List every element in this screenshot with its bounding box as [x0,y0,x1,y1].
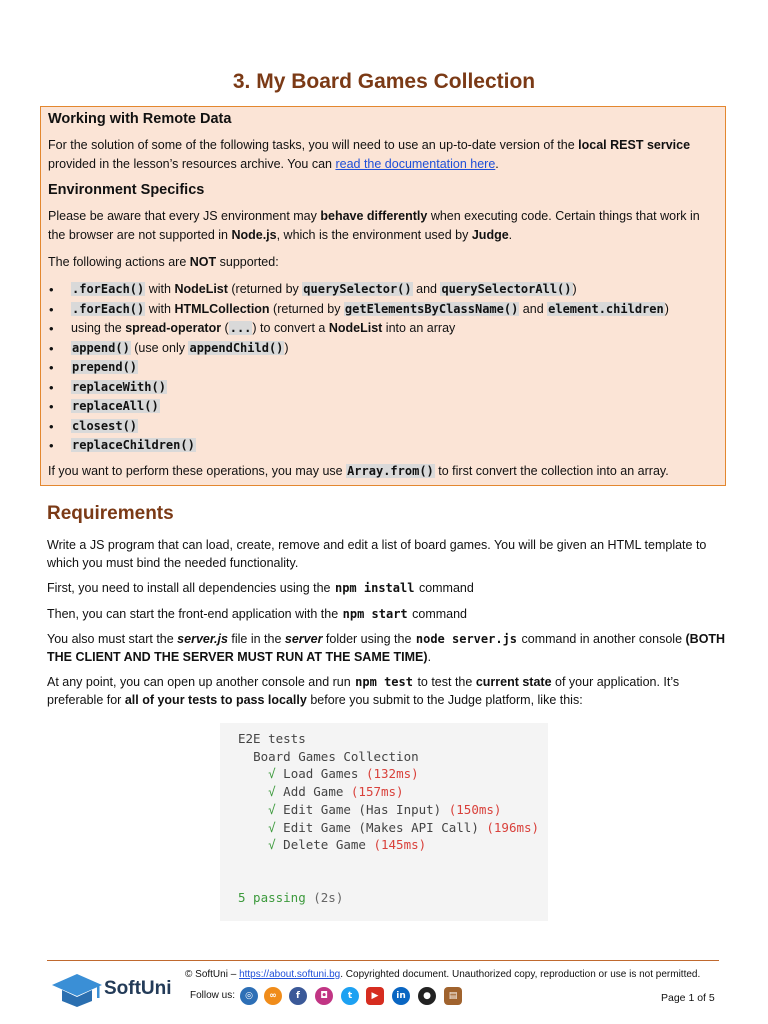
text: Then, you can start the front-end application with the [47,606,342,621]
text: when executing code. Certain things that work in the browser are not supported in [48,209,700,242]
follow-us-label: Follow us: [190,990,236,1001]
code: replaceWith() [72,379,166,394]
text: to first convert the collection into an array. [434,463,669,478]
text: (returned by [227,282,303,296]
code: element.children [548,301,664,316]
list-item [48,358,718,378]
bold-text: behave differently [320,209,428,223]
code: .forEach() [72,282,145,296]
text: The following actions are [48,255,190,269]
bold-text: spread-operator [125,321,222,335]
softuni-foundation-icon[interactable]: ∞ [264,987,282,1005]
list-item [48,397,718,417]
footer-divider [47,960,719,961]
paragraph-not-supported [48,253,718,272]
code: prepend() [72,360,138,374]
text: Please be aware that every JS environment may [48,209,321,223]
bold-text: NodeList [328,321,383,335]
text: First, you need to install all dependencies using the [47,581,334,595]
test-time: (150ms) [448,801,502,817]
bullet-icon: • [49,438,54,453]
code: querySelector() [303,282,412,296]
list-item [48,319,718,339]
paragraph-start [47,606,727,624]
text: ) to convert a [252,321,329,335]
text: Board Games Collection [253,748,419,764]
text: file in the [227,632,285,646]
graduation-cap-icon [52,974,102,1007]
list-item [48,417,718,437]
code: .forEach() [72,301,145,316]
bold-italic-text: server [284,632,323,646]
terminal-line [238,801,548,819]
unsupported-list [48,280,718,456]
softuni-icon[interactable]: ◎ [240,987,258,1005]
page-title: 3. My Board Games Collection [232,70,536,93]
text: command [408,606,468,621]
text: You also must start the [47,632,178,646]
code: appendChild() [189,340,284,355]
code: ... [229,321,252,335]
bold-text: (BOTH THE CLIENT AND THE SERVER MUST RUN AT THE SAME TIME) [47,632,726,664]
code: Array.from() [347,463,434,478]
terminal-line [238,783,548,801]
check-icon: √ [268,837,276,853]
list-item [48,280,718,300]
list-item [48,378,718,398]
list-item [48,339,718,359]
text: with [145,301,175,316]
instagram-icon[interactable]: ◘ [315,987,333,1005]
bullet-icon: • [49,282,54,297]
text: before you submit to the Judge platform, like this: [306,692,583,707]
text: command in another console [518,632,686,646]
page-number: Page 1 of 5 [661,992,715,1004]
terminal-line [238,730,548,748]
text: supported: [216,255,279,269]
check-icon: √ [268,784,276,800]
terminal-line [238,819,548,837]
requirements-heading: Requirements [47,503,174,524]
text: If you want to perform these operations, you may use [48,463,347,478]
test-output-terminal [220,723,548,921]
terminal-line [238,889,548,907]
list-item [48,436,718,456]
text: into an array [382,321,456,335]
text: and [412,282,441,296]
bullet-icon: • [49,340,54,356]
github-icon[interactable]: ● [418,987,436,1005]
text: At any point, you can open up another console and run [47,675,355,689]
paragraph-test [47,674,727,709]
text: . [427,649,432,664]
text: . [508,228,513,242]
code: querySelectorAll() [441,282,572,296]
text: For the solution of some of the following tasks, you will need to use an up-to-date version of the [48,138,579,152]
logo-text: SoftUni [104,978,172,999]
check-icon: √ [268,801,276,817]
copyright-notice [185,969,700,980]
text: command [415,581,474,595]
paragraph-array-from [48,462,718,481]
code: append() [72,340,130,355]
text: provided in the lesson’s resources archive. You can [48,157,336,171]
passing-time: (2s) [305,890,344,906]
text: © SoftUni – [185,969,240,980]
test-name: Load Games [283,766,366,782]
bold-text: local REST service [578,138,691,152]
text: with [145,282,175,296]
bold-text: Node.js [231,228,277,242]
youtube-icon[interactable]: ▶ [366,987,384,1005]
text: ( [221,321,229,335]
paragraph-intro: Write a JS program that can load, create, remove and edit a list of board games. You will be given an HTML template to which you must bind the needed functionality. [47,538,707,570]
text: (use only [130,340,189,355]
code: npm install [334,581,415,595]
bullet-icon: • [49,399,54,414]
terminal-line [238,748,548,766]
text: . Copyrighted document. Unauthorized copy, reproduction or use is not permitted. [340,969,701,980]
code: replaceAll() [72,399,159,413]
code: node server.js [415,632,518,646]
bold-text: NodeList [174,282,228,296]
test-time: (196ms) [486,819,540,835]
code: replaceChildren() [72,438,195,452]
test-name: Edit Game (Has Input) [283,801,449,817]
bullet-icon: • [49,360,54,375]
bold-text: current state [475,675,552,689]
text: and [519,301,548,316]
bold-text: Judge [471,228,509,242]
documentation-link[interactable]: read the documentation here [335,157,496,171]
bullet-icon: • [49,301,54,317]
bold-text: HTMLCollection [174,301,270,316]
code: getElementsByClassName() [344,301,519,316]
remote-data-box [40,106,726,486]
bold-text: all of your tests to pass locally [124,692,307,707]
text: , which is the environment used by [276,228,472,242]
softuni-forum-icon[interactable]: ▤ [444,987,462,1005]
text: using the [71,321,126,335]
text: . [495,157,499,171]
text: ) [664,301,669,316]
test-name: Add Game [283,784,351,800]
text: ) [572,282,577,296]
terminal-line [238,836,548,854]
twitter-icon[interactable]: t [341,987,359,1005]
text: to test the [413,675,476,689]
heading-environment-specifics: Environment Specifics [48,182,205,198]
paragraph-environment [48,207,718,245]
code: npm start [342,606,408,621]
test-time: (145ms) [373,837,427,853]
code: closest() [72,418,138,433]
text: E2E tests [238,731,306,746]
bullet-icon: • [49,418,54,434]
requirements-body [47,537,727,717]
bullet-icon: • [49,379,54,395]
text: of your application. It’s preferable for [47,675,680,707]
text: ) [284,340,289,355]
terminal-line [238,854,548,872]
test-time: (157ms) [350,784,404,800]
code: npm test [355,675,413,689]
list-item [48,300,718,320]
check-icon: √ [268,766,276,782]
bullet-icon: • [49,321,54,336]
heading-working-remote-data: Working with Remote Data [48,111,232,127]
terminal-line [238,765,548,783]
text: folder using the [322,632,415,646]
paragraph-rest-service [48,136,718,174]
test-name: Delete Game [283,837,374,853]
test-time: (132ms) [365,766,419,782]
linkedin-icon[interactable]: in [392,987,410,1005]
softuni-about-link[interactable]: https://about.softuni.bg [239,969,341,980]
terminal-line [238,872,548,890]
bold-text: NOT [189,255,217,269]
check-icon: √ [268,819,276,835]
passing-count: 5 passing [238,890,306,906]
paragraph-server [47,631,727,666]
bold-italic-text: server.js [177,632,228,646]
facebook-icon[interactable]: f [289,987,307,1005]
paragraph-install [47,580,727,598]
test-name: Edit Game (Makes API Call) [283,819,487,835]
text: (returned by [269,301,344,316]
